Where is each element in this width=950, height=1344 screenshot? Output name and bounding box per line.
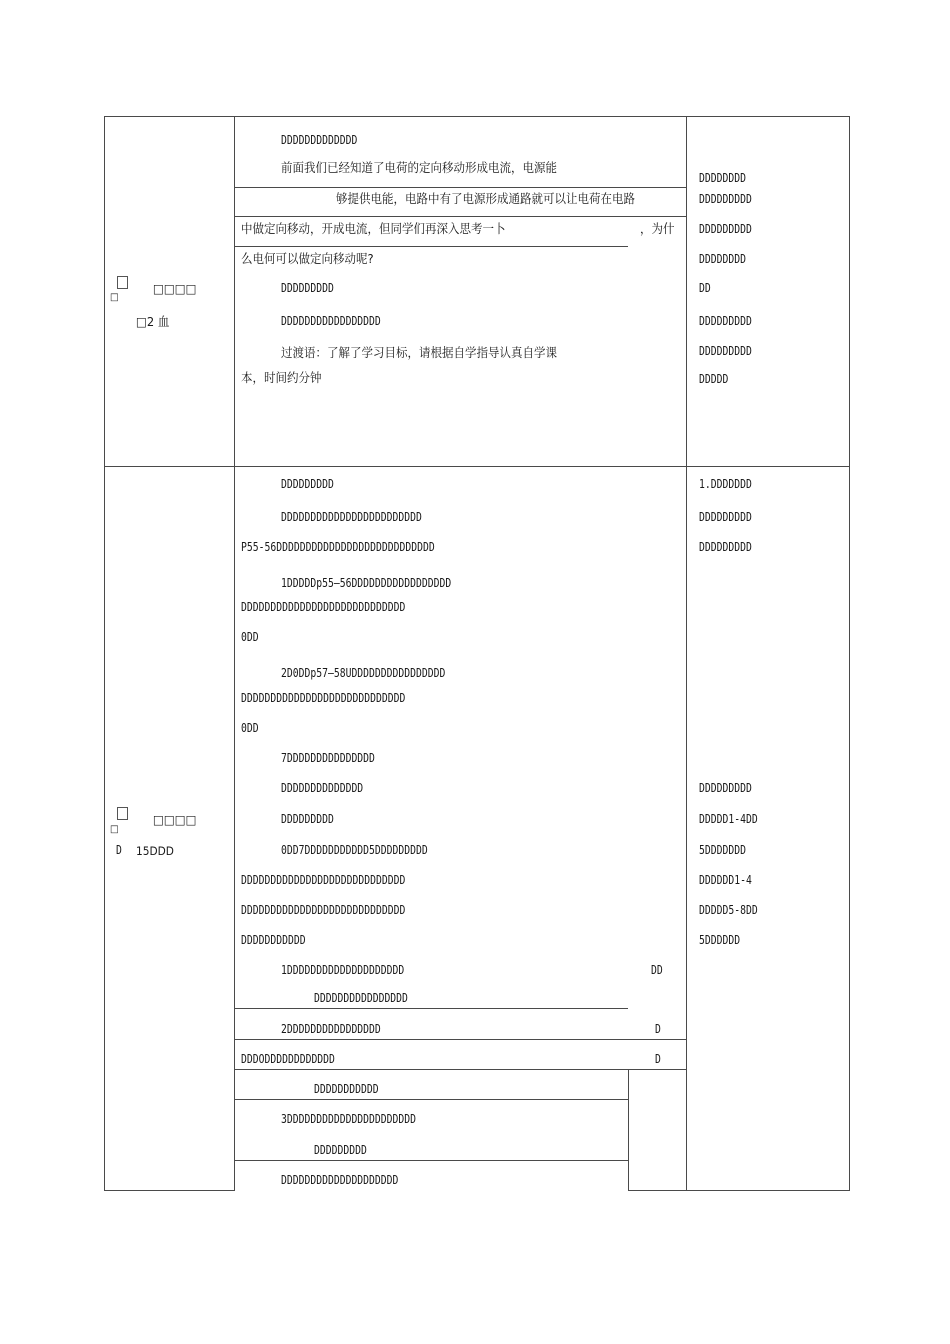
row2-mark: D (655, 1021, 661, 1036)
row2-line: DDDDDDDDDDDDDDDD (314, 990, 408, 1005)
row2-line: P55-56DDDDDDDDDDDDDDDDDDDDDDDDDDD (241, 539, 435, 554)
row2-line: DDDDDDDDDDDDDDDDDDDDDDDD (281, 509, 422, 524)
row1-section-icon (117, 276, 128, 289)
row2-line: 2DDDDDDDDDDDDDDDD (281, 1021, 381, 1036)
inner-line (235, 187, 686, 188)
row1-note: DD (699, 280, 711, 295)
row2-line: DDDODDDDDDDDDDDD (241, 1051, 335, 1066)
row2-section-icon (117, 807, 128, 820)
row1-line: 中做定向移动，开成电流，但同学们再深入思考一卜 (241, 221, 506, 236)
row2-line: DDDDDDDDD (281, 811, 334, 826)
row2-section-duration: 15DDD (136, 844, 174, 858)
row1-line: 过渡语：了解了学习目标，请根据自学指导认真自学课 (281, 345, 558, 360)
row-divider (104, 466, 850, 467)
row2-line: 1DDDDDp55—56DDDDDDDDDDDDDDDDD (281, 575, 452, 590)
row2-note: 5DDDDDDD (699, 842, 746, 857)
column-divider-2 (686, 116, 687, 1191)
row1-note: DDDDDDDDD (699, 191, 752, 206)
row2-section-d: D (116, 842, 122, 857)
row1-note: DDDDDDDD (699, 170, 746, 185)
row1-line: 本，时间约分钟 (241, 370, 322, 385)
row1-line: 够提供电能，电路中有了电源形成通路就可以让电荷在电路 (336, 191, 636, 206)
row2-note: DDDDD5-8DD (699, 902, 758, 917)
table-right-border (849, 116, 850, 1191)
row2-line: 2D0DDp57—58UDDDDDDDDDDDDDDDD (281, 665, 446, 680)
row2-line: 0DD (241, 720, 259, 735)
column-divider-1 (234, 116, 235, 1191)
inner-line (235, 1039, 686, 1040)
row2-note: DDDDD1-4DD (699, 811, 758, 826)
inner-vertical (628, 1069, 629, 1191)
row2-line: DDDDDDDDDDDDDD (281, 780, 364, 795)
row1-note: DDDDD (699, 371, 729, 386)
row2-note: 5DDDDDD (699, 932, 741, 947)
row2-line: DDDDDDDDDDD (241, 932, 306, 947)
inner-line (235, 246, 628, 247)
inner-line (235, 1099, 628, 1100)
row2-mark: D (655, 1051, 661, 1066)
row2-line: DDDDDDDDD (281, 476, 334, 491)
row1-line: 前面我们已经知道了电荷的定向移动形成电流，电源能 (281, 160, 558, 175)
row1-note: DDDDDDDD (699, 251, 746, 266)
row2-note: DDDDDD1-4 (699, 872, 752, 887)
row2-line: DDDDDDDDDDDDDDDDDDDDDDDDDDDD (241, 690, 406, 705)
row2-line: DDDDDDDDD (314, 1142, 367, 1157)
row1-line: DDDDDDDDDDDDD (281, 132, 358, 147)
row1-line: DDDDDDDDD (281, 280, 334, 295)
row1-section-duration: □2 血 (136, 314, 170, 329)
row2-line: 0DD7DDDDDDDDDDD5DDDDDDDDD (281, 842, 428, 857)
row1-note: DDDDDDDDD (699, 313, 752, 328)
table-bottom-border-right (628, 1190, 850, 1191)
row2-line: 1DDDDDDDDDDDDDDDDDDDD (281, 962, 405, 977)
row2-line: DDDDDDDDDDD (314, 1081, 379, 1096)
inner-line (235, 1008, 628, 1009)
row2-note: 1.DDDDDDD (699, 476, 752, 491)
row1-note: DDDDDDDDD (699, 343, 752, 358)
row1-section-marker: □ (110, 292, 119, 303)
row2-line: 3DDDDDDDDDDDDDDDDDDDDDD (281, 1111, 417, 1126)
row1-line: DDDDDDDDDDDDDDDDD (281, 313, 381, 328)
row2-note: DDDDDDDDD (699, 509, 752, 524)
row2-line: 7DDDDDDDDDDDDDDD (281, 750, 375, 765)
inner-line (235, 216, 686, 217)
row1-section-title: □□□□ (153, 281, 197, 296)
table-bottom-border-left (104, 1190, 235, 1191)
row2-section-title: □□□□ (153, 812, 197, 827)
row1-line: ，为什 (640, 221, 675, 236)
row1-line: 么电何可以做定向移动呢? (241, 251, 374, 266)
row2-mark: DD (651, 962, 663, 977)
table-left-border (104, 116, 105, 1191)
row2-note: DDDDDDDDD (699, 780, 752, 795)
inner-line (235, 1069, 686, 1070)
row2-line: DDDDDDDDDDDDDDDDDDDDDDDDDDDD (241, 599, 406, 614)
row2-note: DDDDDDDDD (699, 539, 752, 554)
row2-line: 0DD (241, 629, 259, 644)
row1-note: DDDDDDDDD (699, 221, 752, 236)
table-top-border (104, 116, 850, 117)
inner-line (235, 1160, 628, 1161)
row2-line: DDDDDDDDDDDDDDDDDDDDDDDDDDDD (241, 902, 406, 917)
row2-line: DDDDDDDDDDDDDDDDDDDDDDDDDDDD (241, 872, 406, 887)
row2-section-marker: □ (110, 824, 119, 835)
row2-line: DDDDDDDDDDDDDDDDDDDD (281, 1172, 399, 1187)
